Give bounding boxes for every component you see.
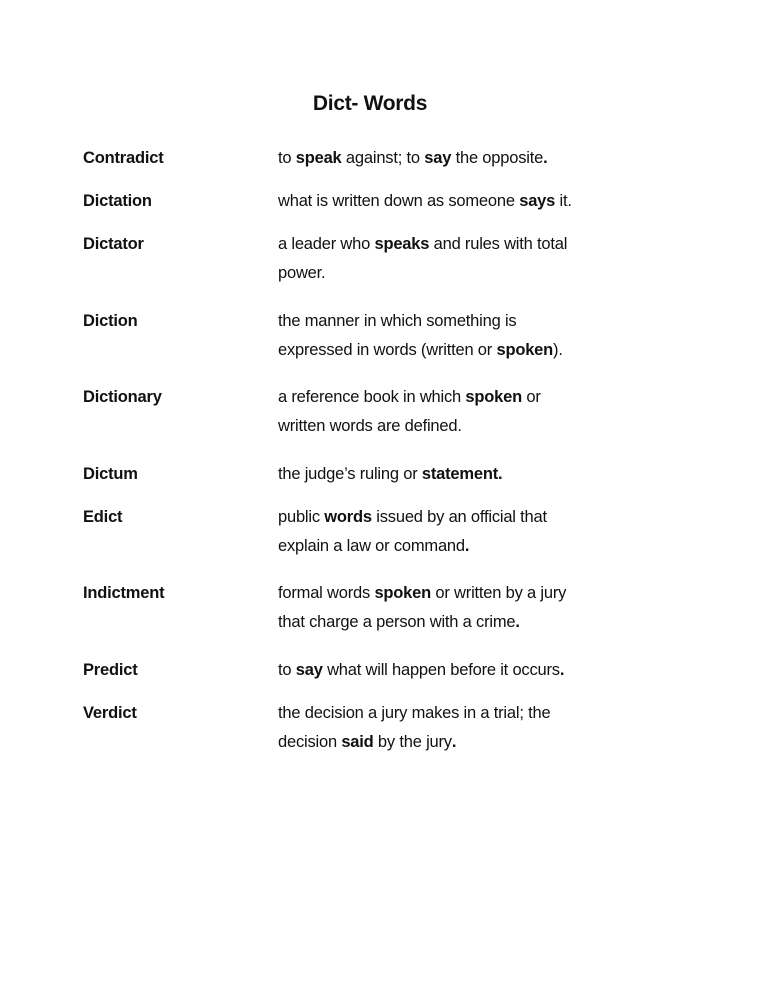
definition-line <box>278 259 567 288</box>
definition-text: expressed in words (written or <box>278 341 497 359</box>
entry-term: Verdict <box>83 704 137 722</box>
definition-text: what is written down as someone <box>278 192 520 210</box>
definition-text: that charge a person with a crime <box>278 613 516 631</box>
emphasized-text: statement. <box>421 465 503 483</box>
entry-definition <box>278 460 502 489</box>
emphasized-text: . <box>464 537 470 555</box>
entry-term: Dictum <box>83 465 138 483</box>
emphasized-text: speak <box>295 149 342 167</box>
definition-text: issued by an official that <box>371 508 547 526</box>
emphasized-text: . <box>451 733 457 751</box>
emphasized-text: speaks <box>374 235 430 253</box>
definition-text: and rules with total <box>429 235 568 253</box>
emphasized-text: words <box>324 508 372 526</box>
entry-definition <box>278 144 547 173</box>
entry-term: Dictionary <box>83 388 162 406</box>
definition-line <box>278 503 547 532</box>
definition-text: ). <box>553 341 563 359</box>
definition-text: to <box>278 661 296 679</box>
definition-text: it. <box>555 192 572 210</box>
entry-term: Diction <box>83 312 138 330</box>
definition-text: the judge’s ruling or <box>278 465 422 483</box>
emphasized-text: says <box>519 192 556 210</box>
definition-text: public <box>278 508 325 526</box>
entry-definition <box>278 307 563 365</box>
entry-term: Edict <box>83 508 123 526</box>
entry-definition <box>278 230 567 288</box>
definition-text: decision <box>278 733 342 751</box>
definition-text: by the jury <box>373 733 452 751</box>
emphasized-text: . <box>559 661 565 679</box>
definition-line <box>278 144 547 173</box>
entry-term: Dictation <box>83 192 152 210</box>
entry-term: Predict <box>83 661 138 679</box>
emphasized-text: spoken <box>374 584 432 602</box>
definition-text: or <box>522 388 541 406</box>
emphasized-text: . <box>543 149 548 167</box>
definition-line <box>278 656 564 685</box>
entry-definition <box>278 503 547 561</box>
entry-definition <box>278 656 564 685</box>
definition-text: explain a law or command <box>278 537 465 555</box>
definition-line <box>278 187 572 216</box>
definition-text: or written by a jury <box>431 584 567 602</box>
definition-text: a reference book in which <box>278 388 466 406</box>
page-title: Dict- Words <box>312 92 428 115</box>
definition-line <box>278 608 566 637</box>
entry-definition <box>278 383 541 441</box>
definition-text: written words are defined. <box>278 417 462 435</box>
entry-term: Indictment <box>83 584 165 602</box>
definition-line <box>278 230 567 259</box>
emphasized-text: said <box>341 733 374 751</box>
definition-line <box>278 383 541 412</box>
definition-line <box>278 412 541 441</box>
definition-text: to <box>278 149 296 167</box>
definition-line <box>278 579 566 608</box>
definition-text: the decision a jury makes in a trial; the <box>278 704 551 722</box>
emphasized-text: say <box>295 661 323 679</box>
emphasized-text: spoken <box>465 388 522 406</box>
definition-line <box>278 699 550 728</box>
definition-text: what will happen before it occurs <box>322 661 560 679</box>
emphasized-text: say <box>424 149 452 167</box>
definition-text: power. <box>278 264 326 282</box>
definition-line <box>278 728 550 757</box>
definition-line <box>278 460 502 489</box>
entry-definition <box>278 579 566 637</box>
entry-definition <box>278 187 572 216</box>
entry-term: Dictator <box>83 235 144 253</box>
definition-text: formal words <box>278 584 375 602</box>
definition-line <box>278 336 563 365</box>
emphasized-text: spoken <box>496 341 554 359</box>
definition-text: the manner in which something is <box>278 312 517 330</box>
entry-term: Contradict <box>83 149 164 167</box>
definition-line <box>278 532 547 561</box>
entry-definition <box>278 699 550 757</box>
definition-text: a leader who <box>278 235 375 253</box>
emphasized-text: . <box>515 613 520 631</box>
definition-text: against; to <box>341 149 425 167</box>
definition-line <box>278 307 563 336</box>
definition-text: the opposite <box>451 149 544 167</box>
